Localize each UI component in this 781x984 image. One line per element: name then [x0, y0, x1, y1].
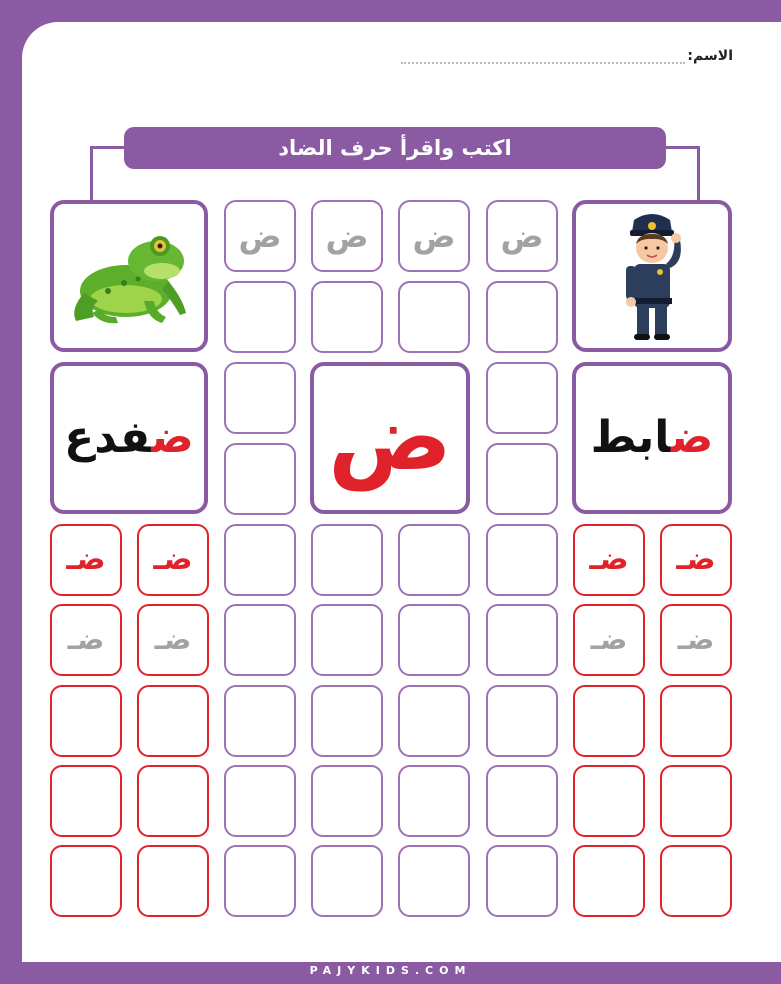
police-word-card	[572, 362, 732, 514]
trace-box[interactable]	[311, 200, 383, 272]
trace-letter: ضـ	[154, 623, 192, 656]
example-box	[50, 524, 122, 596]
write-box[interactable]	[398, 281, 470, 353]
write-box[interactable]	[486, 604, 558, 676]
word-highlight-letter: ض	[151, 412, 194, 463]
center-letter: ض	[328, 384, 452, 491]
write-box[interactable]	[224, 765, 296, 837]
write-box[interactable]	[486, 685, 558, 757]
write-box[interactable]	[573, 685, 645, 757]
trace-box[interactable]	[486, 200, 558, 272]
write-box[interactable]	[486, 765, 558, 837]
write-box[interactable]	[486, 362, 558, 434]
frog-picture-card	[50, 200, 208, 352]
write-box[interactable]	[311, 685, 383, 757]
connector-right-v	[697, 146, 700, 202]
trace-letter: ضـ	[67, 623, 105, 656]
example-letter: ضـ	[676, 542, 716, 577]
trace-box[interactable]	[50, 604, 122, 676]
example-letter: ضـ	[589, 542, 629, 577]
write-box[interactable]	[486, 281, 558, 353]
trace-letter: ض	[325, 217, 369, 255]
connector-right-h	[664, 146, 700, 149]
trace-letter: ضـ	[590, 623, 628, 656]
word-rest: فدع	[64, 412, 152, 463]
connector-left-h	[90, 146, 126, 149]
worksheet-title: اكتب واقرأ حرف الضاد	[124, 127, 666, 169]
write-box[interactable]	[660, 845, 732, 917]
write-box[interactable]	[311, 604, 383, 676]
write-box[interactable]	[224, 604, 296, 676]
word-rest: ابط	[590, 412, 671, 463]
example-box	[660, 524, 732, 596]
trace-box[interactable]	[137, 604, 209, 676]
write-box[interactable]	[398, 685, 470, 757]
write-box[interactable]	[137, 845, 209, 917]
write-box[interactable]	[137, 685, 209, 757]
write-box[interactable]	[137, 765, 209, 837]
trace-letter: ض	[500, 217, 544, 255]
write-box[interactable]	[398, 845, 470, 917]
write-box[interactable]	[573, 845, 645, 917]
trace-letter: ضـ	[677, 623, 715, 656]
write-box[interactable]	[50, 765, 122, 837]
write-box[interactable]	[398, 765, 470, 837]
connector-left-v	[90, 146, 93, 202]
write-box[interactable]	[224, 524, 296, 596]
write-box[interactable]	[660, 685, 732, 757]
write-box[interactable]	[224, 362, 296, 434]
write-box[interactable]	[486, 845, 558, 917]
police-officer-icon	[602, 206, 702, 346]
write-box[interactable]	[486, 443, 558, 515]
word-highlight-letter: ض	[670, 412, 714, 463]
name-field[interactable]	[401, 50, 685, 64]
example-box	[137, 524, 209, 596]
center-letter-card	[310, 362, 470, 514]
trace-letter: ض	[238, 217, 282, 255]
frog-word-card	[50, 362, 208, 514]
write-box[interactable]	[224, 685, 296, 757]
trace-letter: ض	[412, 217, 456, 255]
police-word	[590, 412, 714, 463]
write-box[interactable]	[486, 524, 558, 596]
write-box[interactable]	[311, 524, 383, 596]
example-box	[573, 524, 645, 596]
example-letter: ضـ	[153, 542, 193, 577]
police-picture-card	[572, 200, 732, 352]
trace-box[interactable]	[573, 604, 645, 676]
write-box[interactable]	[398, 524, 470, 596]
trace-box[interactable]	[224, 200, 296, 272]
write-box[interactable]	[660, 765, 732, 837]
write-box[interactable]	[311, 845, 383, 917]
name-label: الاسم:	[687, 48, 733, 64]
write-box[interactable]	[398, 604, 470, 676]
write-box[interactable]	[311, 281, 383, 353]
write-box[interactable]	[224, 281, 296, 353]
trace-box[interactable]	[660, 604, 732, 676]
write-box[interactable]	[224, 845, 296, 917]
frog-word	[64, 412, 194, 463]
trace-box[interactable]	[398, 200, 470, 272]
write-box[interactable]	[311, 765, 383, 837]
footer-site: PAJYKIDS.COM	[309, 964, 472, 977]
write-box[interactable]	[50, 685, 122, 757]
example-letter: ضـ	[66, 542, 106, 577]
write-box[interactable]	[224, 443, 296, 515]
name-line	[401, 48, 733, 64]
frog-icon	[64, 221, 194, 331]
write-box[interactable]	[573, 765, 645, 837]
write-box[interactable]	[50, 845, 122, 917]
